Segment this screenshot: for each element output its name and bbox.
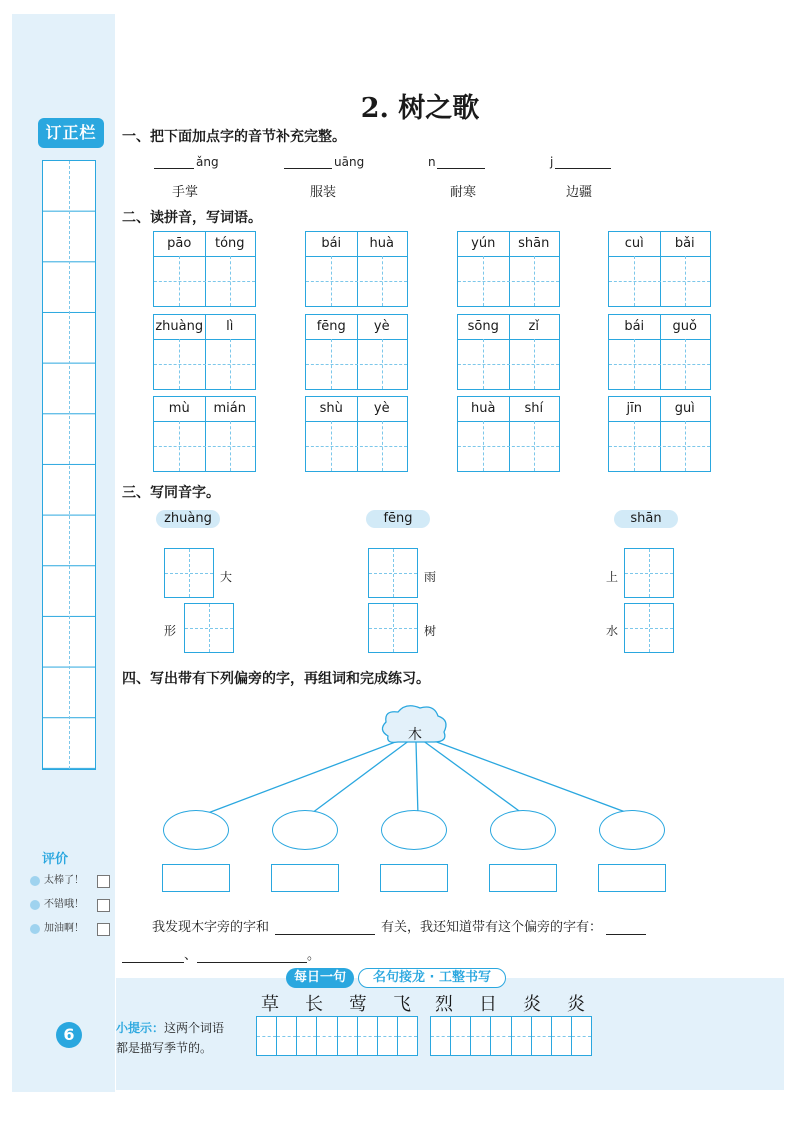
- eval-item-good: 不错哦！: [30, 895, 110, 915]
- pinyin: cuì: [624, 236, 644, 251]
- syllable-blank[interactable]: [555, 156, 611, 169]
- lesson-title: 2. 树之歌: [360, 93, 480, 124]
- homophone-hint: 大: [220, 570, 233, 584]
- phrase-char: 飞: [393, 994, 411, 1015]
- evaluation-title: 评价: [42, 852, 69, 867]
- answer-blank[interactable]: [606, 920, 646, 935]
- pinyin: lì: [226, 319, 234, 334]
- section-3-heading: 三、写同音字。: [122, 485, 220, 501]
- homophone-hint: 树: [424, 624, 437, 638]
- pinyin: pāo: [167, 236, 192, 251]
- syllable-hint: j: [550, 155, 554, 169]
- pinyin-word-grid[interactable]: [608, 314, 711, 390]
- section-4-heading: 四、写出带有下列偏旁的字，再组词和完成练习。: [122, 671, 430, 687]
- homophone-hint: 水: [606, 624, 619, 638]
- pinyin: bái: [624, 319, 645, 334]
- pinyin: tóng: [214, 236, 245, 251]
- pinyin-word-grid[interactable]: [457, 396, 560, 472]
- dotted-word: 耐寒: [450, 185, 477, 200]
- phrase-char: 日: [479, 994, 497, 1015]
- char-oval[interactable]: [599, 810, 665, 850]
- evaluation-panel: [30, 848, 110, 939]
- pinyin: shān: [518, 236, 550, 251]
- syllable-hint: n: [428, 155, 436, 169]
- homophone-box[interactable]: [624, 603, 674, 653]
- section-1-heading: 一、把下面加点字的音节补充完整。: [122, 129, 346, 145]
- discovery-sentence-cont: 、 。: [122, 944, 320, 963]
- smile-icon: [30, 900, 40, 910]
- pinyin-word-grid[interactable]: [153, 396, 256, 472]
- tip-label: 小提示：: [116, 1021, 165, 1035]
- word-box[interactable]: [598, 864, 666, 892]
- pinyin: bǎi: [674, 236, 695, 251]
- pinyin: guǒ: [672, 319, 697, 334]
- phrase-char: 莺: [349, 994, 367, 1015]
- pinyin-bubble: fēng: [366, 510, 430, 528]
- phrase-char: 炎: [567, 994, 585, 1015]
- word-box[interactable]: [489, 864, 557, 892]
- pinyin: shù: [319, 401, 343, 416]
- eval-item-great: 太棒了！: [30, 871, 110, 891]
- dotted-word: 边疆: [566, 185, 593, 200]
- syllable-hint: uāng: [334, 155, 365, 169]
- writing-cells[interactable]: [430, 1016, 592, 1056]
- pinyin: zǐ: [528, 319, 539, 334]
- char-oval[interactable]: [490, 810, 556, 850]
- section-2-heading: 二、读拼音，写词语。: [122, 210, 262, 226]
- phrase-char: 炎: [523, 994, 541, 1015]
- word-box[interactable]: [271, 864, 339, 892]
- eval-item-keep-going: 加油啊！: [30, 919, 110, 939]
- pinyin-bubble: shān: [614, 510, 678, 528]
- homophone-box[interactable]: [368, 548, 418, 598]
- pinyin: yè: [373, 319, 390, 334]
- pinyin: sōng: [467, 319, 499, 334]
- pinyin-word-grid[interactable]: [457, 314, 560, 390]
- pinyin: jīn: [626, 401, 642, 416]
- tip: 小提示：这两个词语 都是描写季节的。: [116, 1021, 225, 1055]
- word-box[interactable]: [162, 864, 230, 892]
- daily-subtag: 名句接龙 · 工整书写: [358, 968, 506, 988]
- pinyin-word-grid[interactable]: [305, 314, 408, 390]
- pinyin-word-grid[interactable]: [305, 231, 408, 307]
- syllable-hint: ǎng: [196, 155, 219, 169]
- pinyin: huà: [471, 401, 496, 416]
- dotted-word: 手掌: [172, 185, 199, 200]
- cheer-icon: [30, 924, 40, 934]
- pinyin: mù: [168, 401, 190, 416]
- char-oval[interactable]: [163, 810, 229, 850]
- pinyin: huà: [369, 236, 394, 251]
- homophone-hint: 上: [606, 570, 619, 584]
- pinyin-word-grid[interactable]: [608, 396, 711, 472]
- discovery-sentence: 我发现木字旁的字和 有关，我还知道带有这个偏旁的字有：: [152, 916, 646, 935]
- phrase-char: 草: [261, 994, 279, 1015]
- pinyin: shí: [524, 401, 544, 416]
- pinyin-word-grid[interactable]: [153, 314, 256, 390]
- homophone-box[interactable]: [184, 603, 234, 653]
- answer-blank[interactable]: [122, 950, 184, 963]
- correction-title: 订正栏: [38, 118, 104, 148]
- writing-cells[interactable]: [256, 1016, 418, 1056]
- homophone-hint: 形: [164, 624, 177, 638]
- daily-tag: 每日一句: [286, 968, 354, 988]
- phrase-char: 烈: [435, 994, 453, 1015]
- answer-blank[interactable]: [275, 920, 375, 935]
- homophone-box[interactable]: [624, 548, 674, 598]
- phrase-char: 长: [305, 994, 323, 1015]
- eval-checkbox[interactable]: [97, 875, 110, 888]
- homophone-box[interactable]: [368, 603, 418, 653]
- eval-checkbox[interactable]: [97, 923, 110, 936]
- pinyin-bubble: zhuàng: [156, 510, 220, 528]
- radical-char: 木: [408, 727, 422, 743]
- pinyin: bái: [321, 236, 342, 251]
- pinyin: yún: [471, 236, 496, 251]
- pinyin: guì: [674, 401, 695, 416]
- pinyin-word-grid[interactable]: [153, 231, 256, 307]
- thumbs-up-icon: [30, 876, 40, 886]
- syllable-blank[interactable]: [437, 156, 485, 169]
- word-box[interactable]: [380, 864, 448, 892]
- pinyin-word-grid[interactable]: [457, 231, 560, 307]
- pinyin: zhuàng: [155, 319, 204, 334]
- pinyin: fēng: [316, 319, 346, 334]
- syllable-blank[interactable]: [284, 156, 332, 169]
- homophone-box[interactable]: [164, 548, 214, 598]
- pinyin: yè: [373, 401, 390, 416]
- char-oval[interactable]: [381, 810, 447, 850]
- pinyin-word-grid[interactable]: [305, 396, 408, 472]
- answer-blank[interactable]: [197, 950, 307, 963]
- correction-grid[interactable]: [42, 160, 96, 770]
- syllable-blank[interactable]: [154, 156, 194, 169]
- pinyin: mián: [213, 401, 246, 416]
- page-number: 6: [56, 1022, 82, 1048]
- eval-checkbox[interactable]: [97, 899, 110, 912]
- pinyin-word-grid[interactable]: [608, 231, 711, 307]
- homophone-hint: 雨: [424, 570, 437, 584]
- dotted-word: 服装: [310, 185, 337, 200]
- char-oval[interactable]: [272, 810, 338, 850]
